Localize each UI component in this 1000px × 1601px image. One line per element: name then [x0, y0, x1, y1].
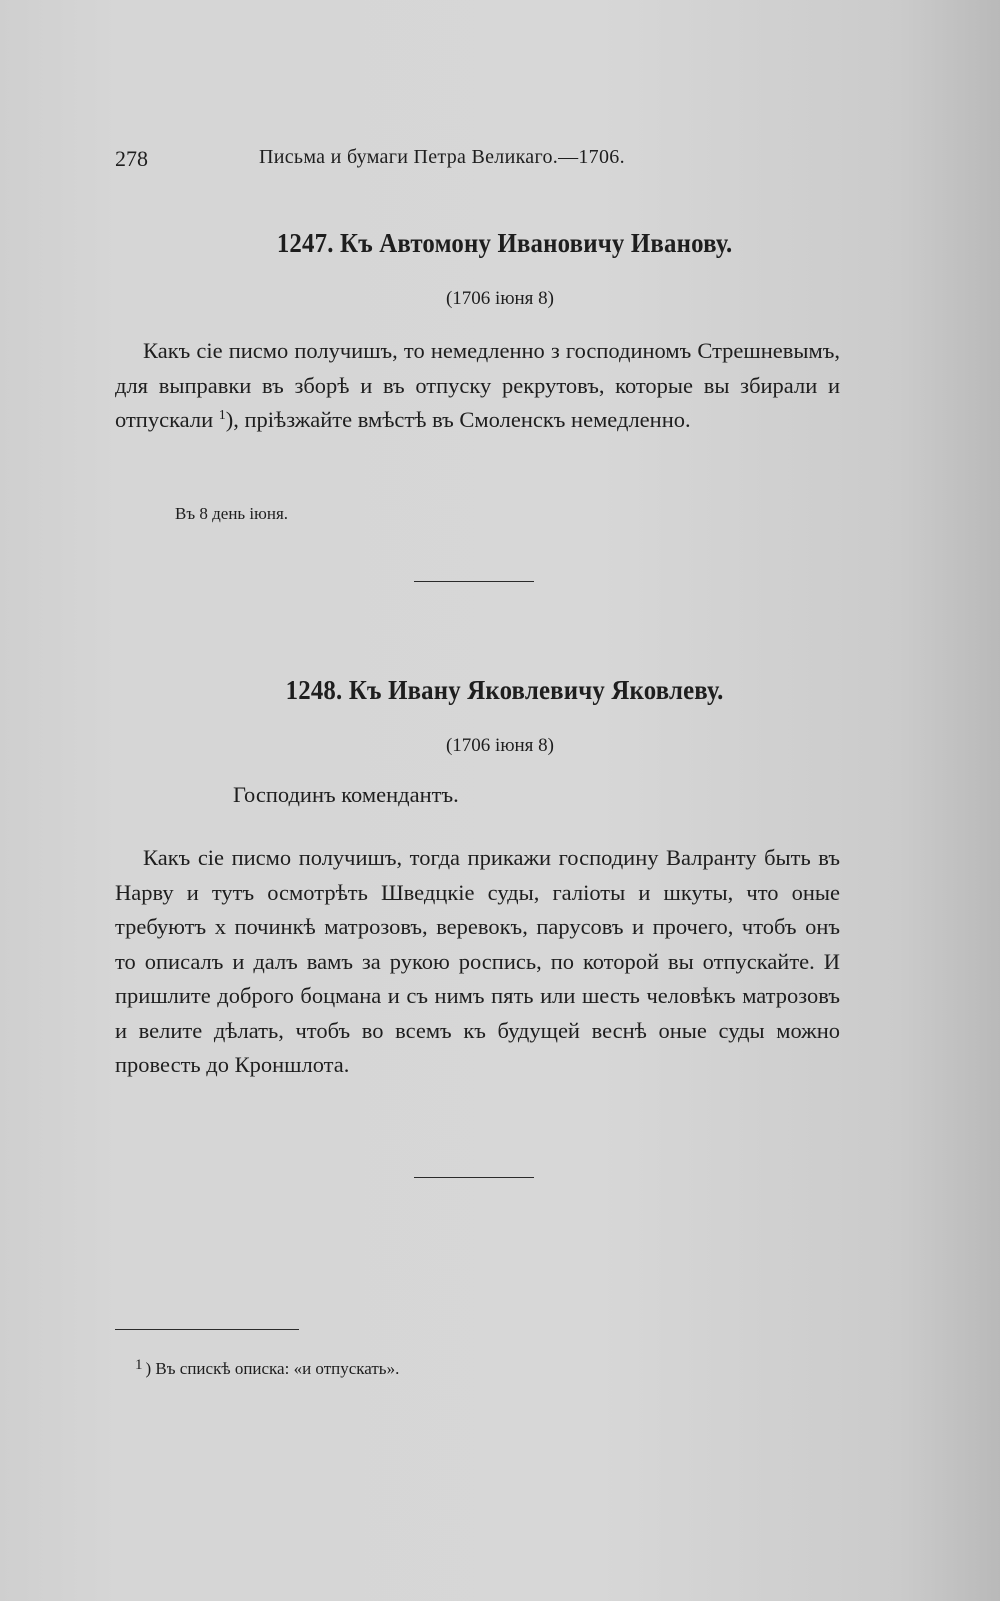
letter-title-1247: [40, 228, 960, 259]
footnote-reference: 1: [218, 408, 226, 423]
letter-body-text: Какъ сіе писмо получишъ, то немедленно з господиномъ Стрешневымъ, для выправки въ зборѣ и въ отпуску рекрутовъ, которые вы збирали и отпускали: [115, 338, 840, 432]
footnote-rule: [115, 1329, 299, 1330]
letter-body-text-continued: ), пріѣзжайте вмѣстѣ въ Смоленскъ немедленно.: [225, 407, 691, 432]
letter-title-text: 1248. Къ Ивану Яковлевичу Яковлеву.: [285, 675, 724, 705]
section-divider: [414, 1177, 534, 1178]
letter-body-1247: [115, 334, 840, 438]
letter-signoff-1247: Въ 8 день іюня.: [175, 504, 289, 523]
section-divider: [414, 581, 534, 582]
letter-title-1248: [40, 675, 960, 706]
footnote: [135, 1357, 399, 1379]
page-number: 278: [115, 146, 148, 171]
letter-date-1247: (1706 іюня 8): [445, 288, 555, 309]
letter-date-1248: (1706 іюня 8): [445, 735, 555, 756]
running-header: [115, 146, 695, 176]
running-title: Письма и бумаги Петра Великаго.—1706.: [259, 146, 625, 168]
footnote-mark: 1: [135, 1357, 143, 1373]
letter-body-1248: Какъ сіе писмо получишъ, тогда прикажи господину Валранту быть въ Нарву и тутъ осмотрѣть Шведцкіе суды, галіоты и шкуты, что оные требуютъ х починкѣ матрозовъ, веревокъ, парусовъ и прочего, чтобъ онъ то описалъ и далъ вамъ за рукою роспись, по которой вы отпускайте. И пришлите доброго боцмана и съ нимъ пять или шесть человѣкъ матрозовъ и велите дѣлать, чтобъ во всемъ къ будущей веснѣ оные суды можно провесть до Кроншлота.: [115, 845, 840, 1077]
letter-salutation-1248: Господинъ комендантъ.: [233, 782, 459, 807]
footnote-text: ) Въ спискѣ описка: «и отпускать».: [145, 1359, 400, 1378]
letter-title-text: 1247. Къ Автомону Ивановичу Иванову.: [276, 228, 733, 258]
